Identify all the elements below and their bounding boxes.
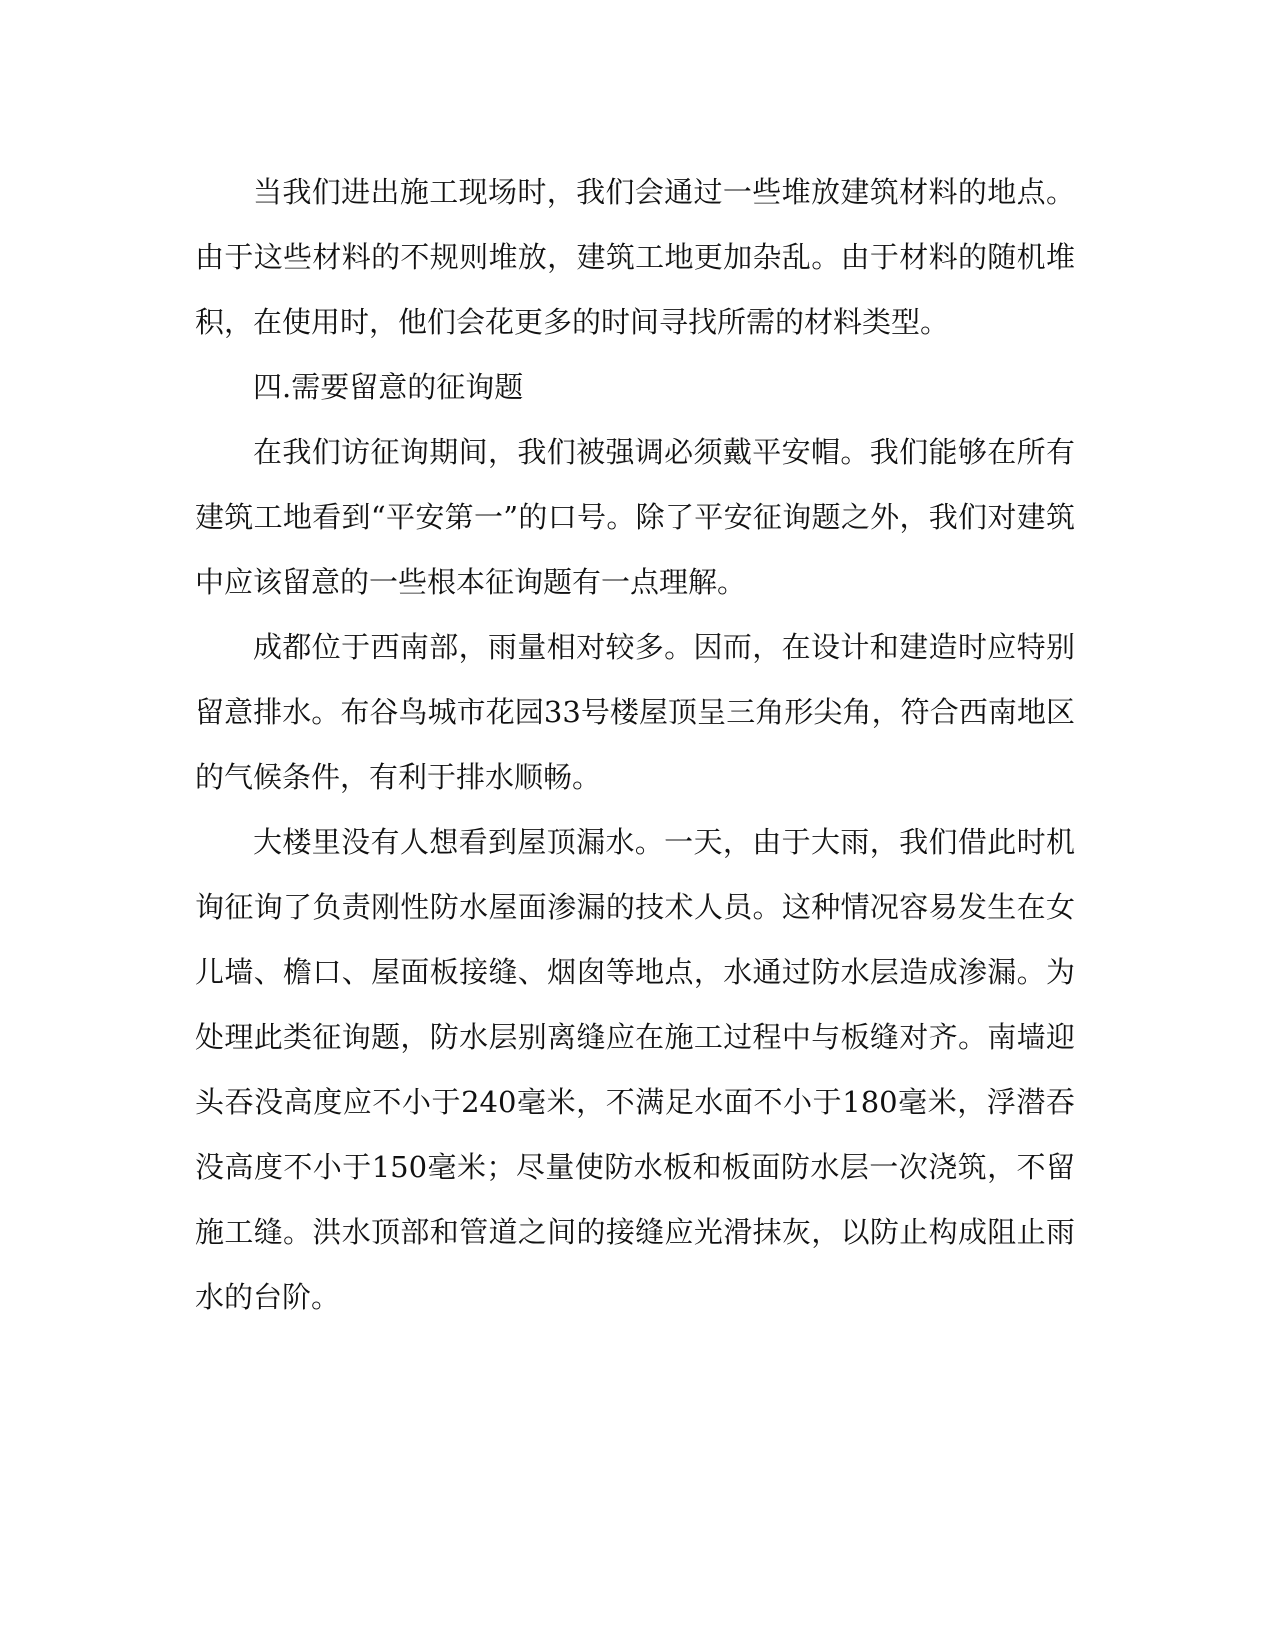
paragraph-drainage: 成都位于西南部，雨量相对较多。因而，在设计和建造时应特别留意排水。布谷鸟城市花园33号楼屋顶呈三角形尖角，符合西南地区的气候条件，有利于排水顺畅。 [195,630,1075,794]
document-body [195,160,1075,1330]
paragraph-safety: 在我们访征询期间，我们被强调必须戴平安帽。我们能够在所有建筑工地看到“平安第一”的口号。除了平安征询题之外，我们对建筑中应该留意的一些根本征询题有一点理解。 [195,435,1075,599]
paragraph-materials: 当我们进出施工现场时，我们会通过一些堆放建筑材料的地点。由于这些材料的不规则堆放，建筑工地更加杂乱。由于材料的随机堆积，在使用时，他们会花更多的时间寻找所需的材料类型。 [195,175,1075,339]
section-heading: 四.需要留意的征询题 [253,370,524,404]
paragraph-waterproofing: 大楼里没有人想看到屋顶漏水。一天，由于大雨，我们借此时机询征询了负责刚性防水屋面渗漏的技术人员。这种情况容易发生在女儿墙、檐口、屋面板接缝、烟囱等地点，水通过防水层造成渗漏。为处理此类征询题，防水层别离缝应在施工过程中与板缝对齐。南墙迎头吞没高度应不小于240毫米，不满足水面不小于180毫米，浮潜吞没高度不小于150毫米；尽量使防水板和板面防水层一次浇筑，不留施工缝。洪水顶部和管道之间的接缝应光滑抹灰，以防止构成阻止雨水的台阶。 [195,825,1075,1314]
